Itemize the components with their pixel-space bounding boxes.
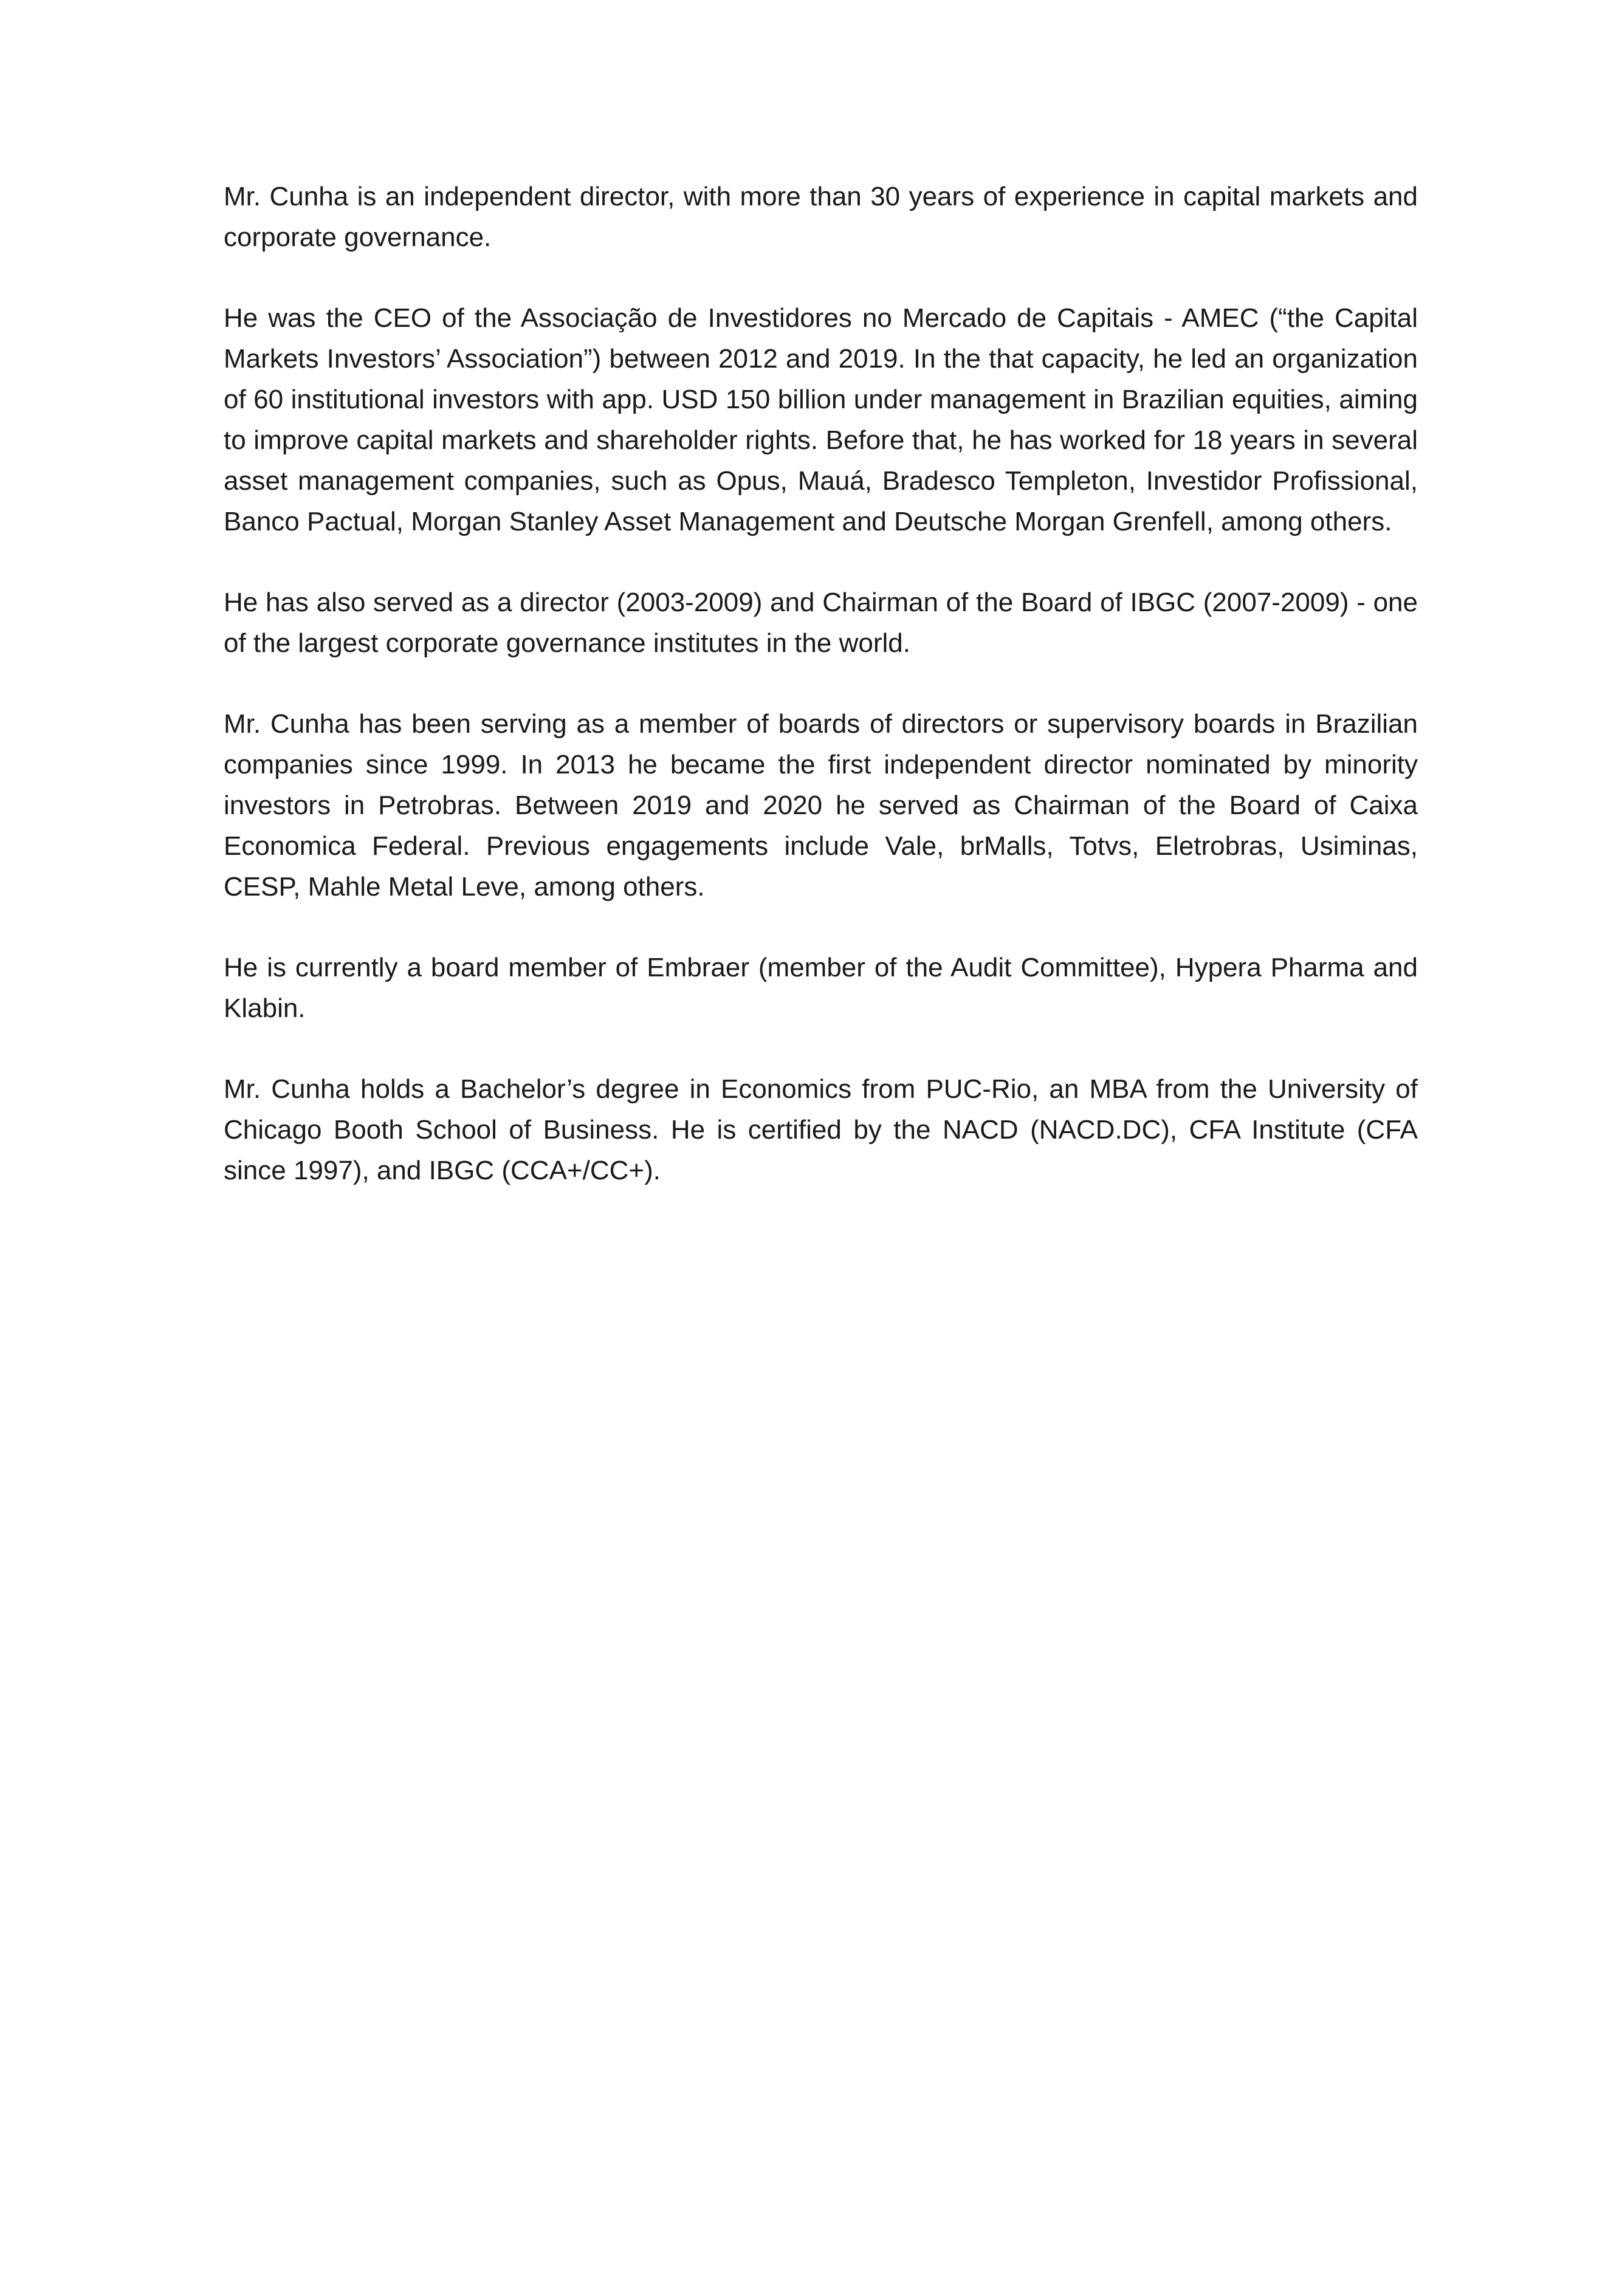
paragraph-amec-career: He was the CEO of the Associação de Investidores no Mercado de Capitais - AMEC (“the Capital Markets Investors’ Association”) between 2012 and 2019. In the that capacity, he led an organization of 60 institutional investors with app. USD 150 billion under management in Brazilian equities, aiming to improve capital markets and shareholder rights. Before that, he has worked for 18 years in several asset management companies, such as Opus, Mauá, Bradesco Templeton, Investidor Profissional, Banco Pactual, Morgan Stanley Asset Management and Deutsche Morgan Grenfell, among others. [224,303,1418,536]
document-body [224,176,1418,1231]
paragraph-current-boards: He is currently a board member of Embraer (member of the Audit Committee), Hypera Pharma and Klabin. [224,953,1418,1023]
paragraph-boards: Mr. Cunha has been serving as a member of boards of directors or supervisory boards in Brazilian companies since 1999. In 2013 he became the first independent director nominated by minority investors in Petrobras. Between 2019 and 2020 he served as Chairman of the Board of Caixa Economica Federal. Previous engagements include Vale, brMalls, Totvs, Eletrobras, Usiminas, CESP, Mahle Metal Leve, among others. [224,709,1418,902]
paragraph-ibgc: He has also served as a director (2003-2009) and Chairman of the Board of IBGC (2007-2009) - one of the largest corporate governance institutes in the world. [224,588,1418,658]
paragraph-education: Mr. Cunha holds a Bachelor’s degree in Economics from PUC-Rio, an MBA from the University of Chicago Booth School of Business. He is certified by the NACD (NACD.DC), CFA Institute (CFA since 1997), and IBGC (CCA+/CC+). [224,1074,1418,1185]
paragraph-intro: Mr. Cunha is an independent director, with more than 30 years of experience in capital markets and corporate governance. [224,182,1418,252]
